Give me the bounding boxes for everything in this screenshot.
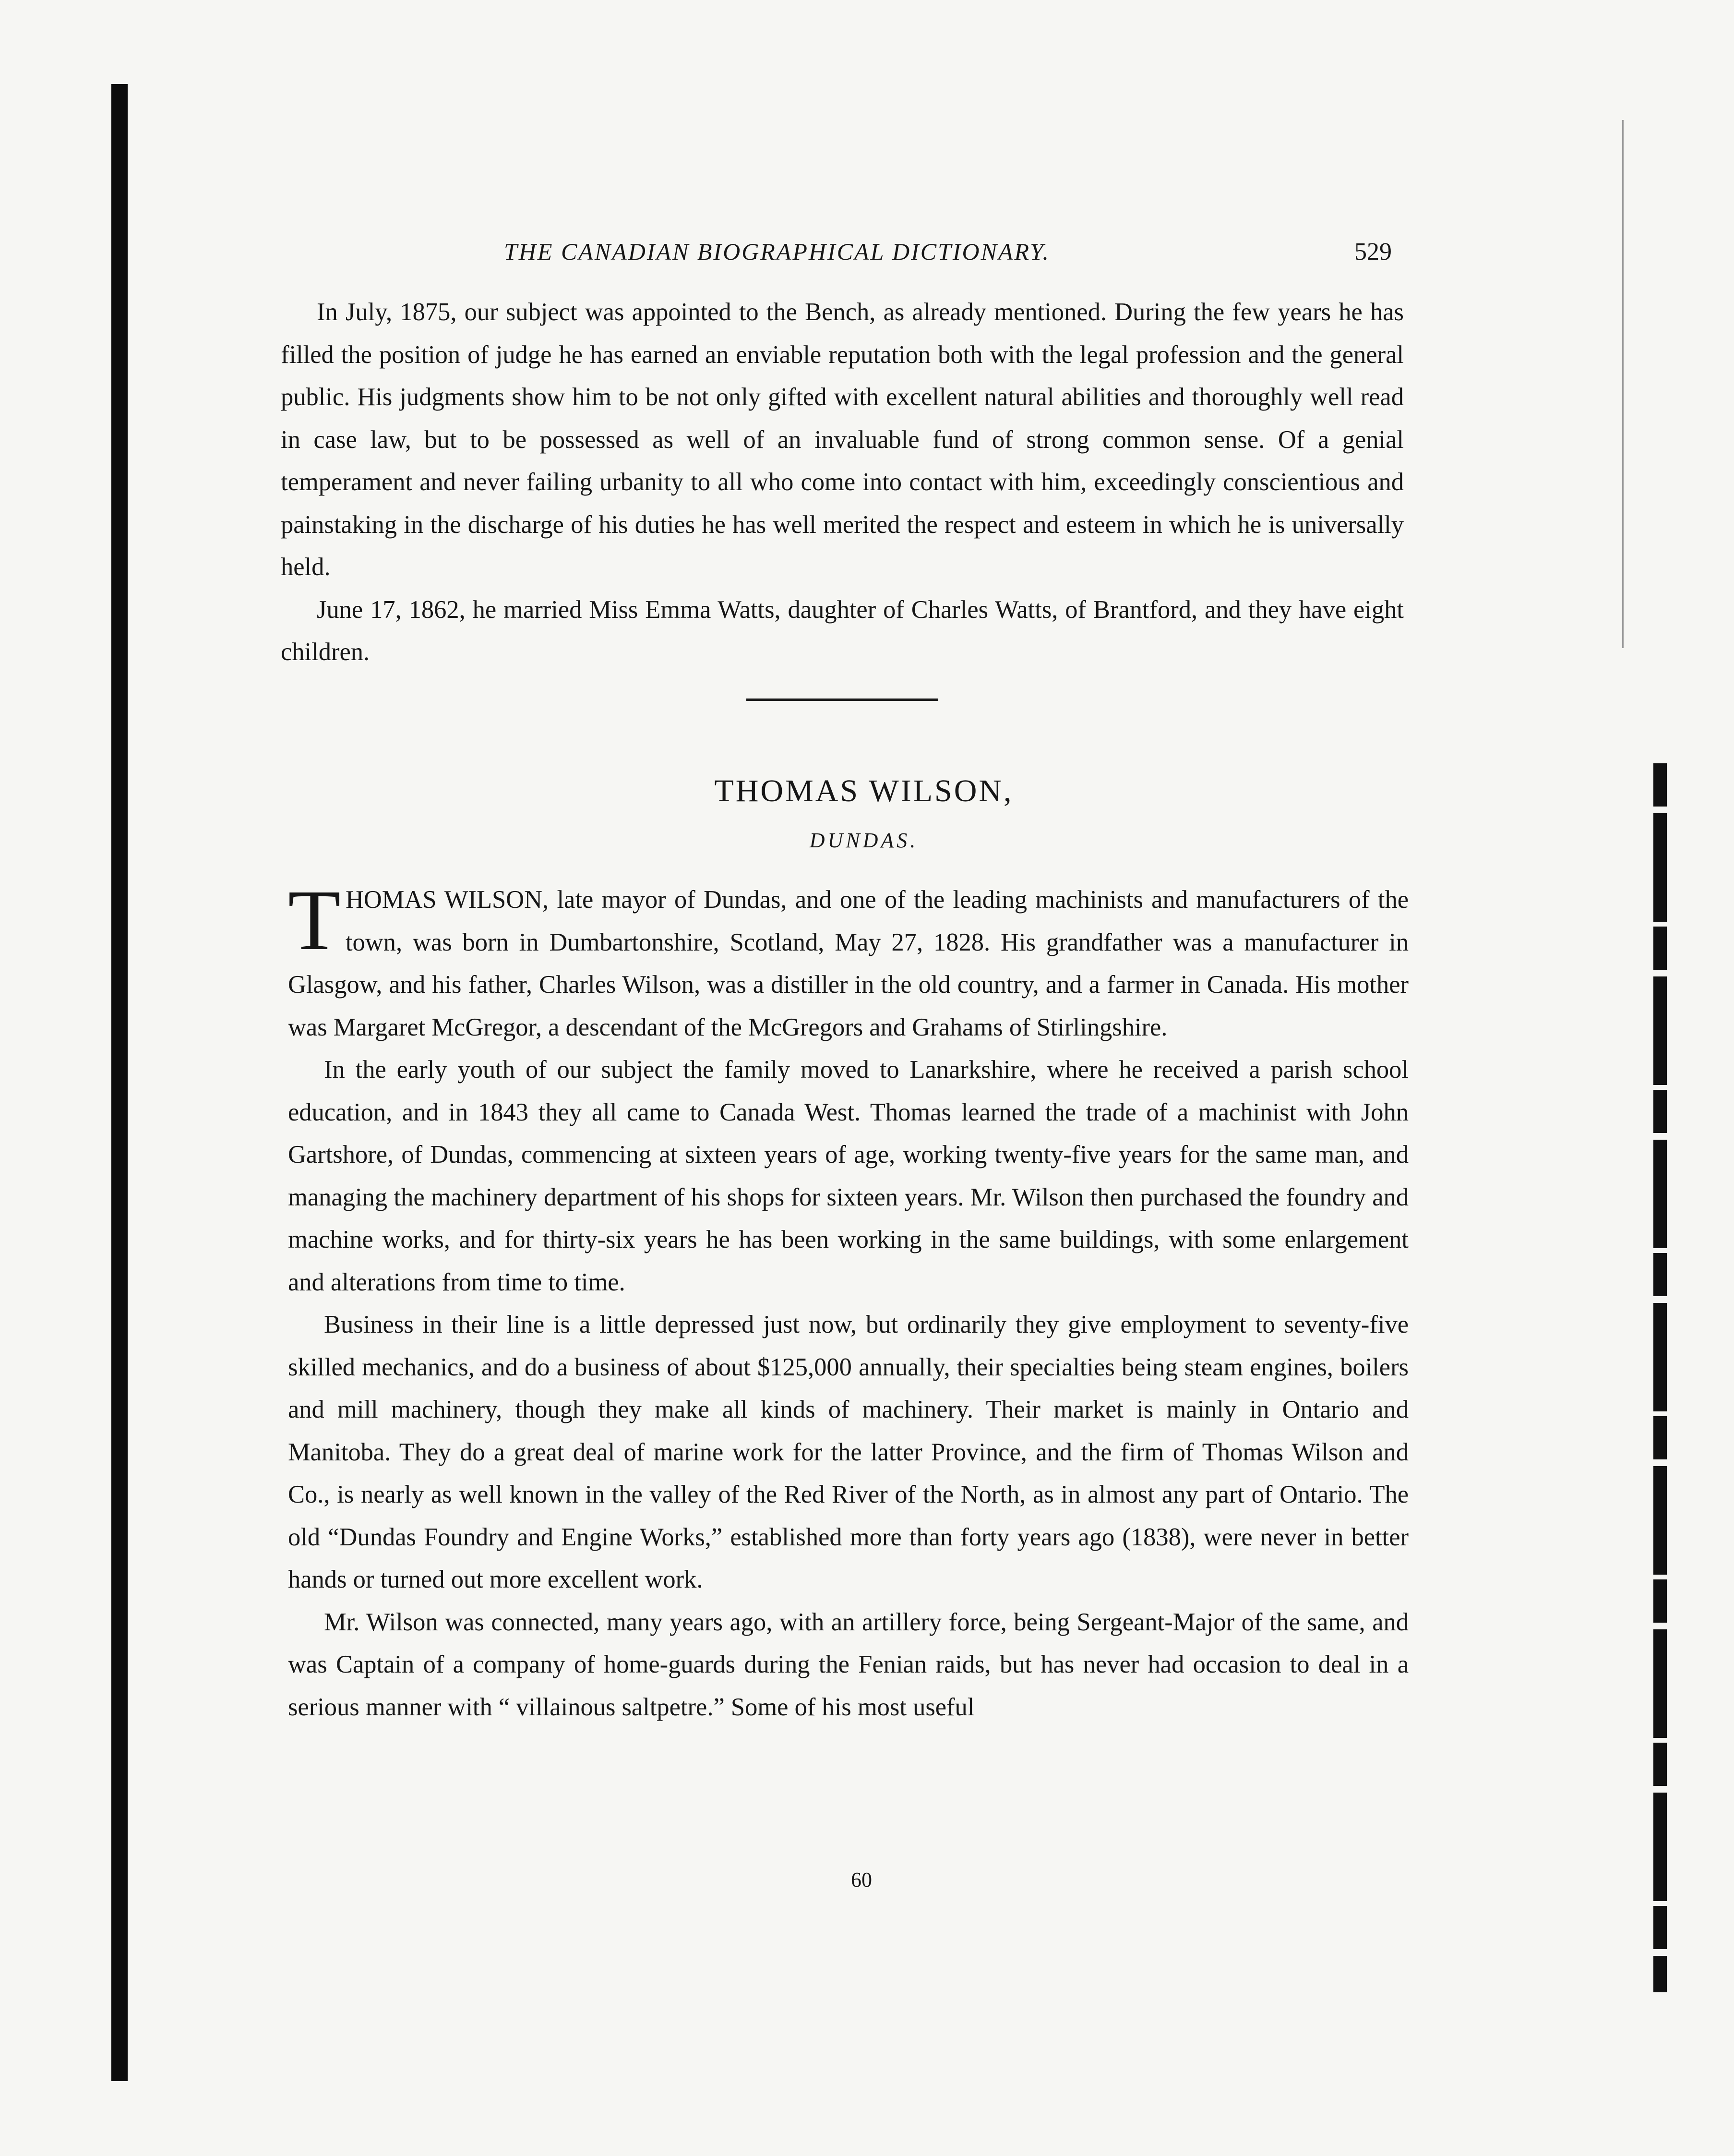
lead-paragraph (288, 872, 1409, 1048)
page-header (504, 238, 1392, 281)
running-title: THE CANADIAN BIOGRAPHICAL DICTIONARY. (504, 238, 1050, 265)
drop-cap: T (288, 872, 341, 968)
page-edge-shadow (1622, 120, 1624, 648)
entry-place: DUNDAS. (809, 829, 919, 852)
section-divider (746, 699, 938, 701)
lead-paragraph-text: HOMAS WILSON, late mayor of Dundas, and one of the leading machinists and manufacturers of the town, was born in Dumbartonshire, Scotland, May 27, 1828. His grandfather was a manufacturer in Glasgow, and his father, Charles Wilson, was a distiller in the old country, and a farmer in Canada. His mother was Margaret McGregor, a descendant of the McGregors and Grahams of Stirlingshire. (288, 886, 1409, 1041)
signature-mark: 60 (851, 1868, 872, 1891)
book-spine-left (111, 84, 128, 2081)
paragraph: In the early youth of our subject the family moved to Lanarkshire, where he received a parish school education, and in 1843 they all came to Canada West. Thomas learned the trade of a machinist with John Gartshore, of Dundas, commencing at sixteen years of age, working twenty-five years for the same man, and managing the machinery department of his shops for sixteen years. Mr. Wilson then purchased the foundry and machine works, and for thirty-six years he has been working in the same buildings, with some enlargement and alterations from time to time. (288, 1056, 1409, 1296)
paragraph: Business in their line is a little depressed just now, but ordinarily they give employment to seventy-five skilled mechanics, and do a business of about $125,000 annually, their specialties being steam engines, boilers and mill machinery, though they make all kinds of machinery. Their market is mainly in Ontario and Manitoba. They do a great deal of marine work for the latter Province, and the firm of Thomas Wilson and Co., is nearly as well known in the valley of the Red River of the North, as in almost any part of Ontario. The old “Dundas Foundry and Engine Works,” established more than forty years ago (1838), were never in better hands or turned out more excellent work. (288, 1311, 1409, 1593)
previous-entry-text (281, 291, 1404, 674)
paragraph: June 17, 1862, he married Miss Emma Watts, daughter of Charles Watts, of Brantford, and they have eight children. (281, 595, 1404, 666)
paragraph: In July, 1875, our subject was appointed to the Bench, as already mentioned. During the few years he has filled the position of judge he has earned an enviable reputation both with the legal profession and the general public. His judgments show him to be not only gifted with excellent natural abilities and thoroughly well read in case law, but to be possessed as well of an invaluable fund of strong common sense. Of a genial temperament and never failing urbanity to all who come into contact with him, exceedingly conscientious and painstaking in the discharge of his duties he has well merited the respect and esteem in which he is universally held. (281, 298, 1404, 581)
paragraph: Mr. Wilson was connected, many years ago, with an artillery force, being Sergeant-Major of the same, and was Captain of a company of home-guards during the Fenian raids, but has never had occasion to deal in a serious manner with “ villainous saltpetre.” Some of his most useful (288, 1608, 1409, 1721)
page-number: 529 (1354, 238, 1392, 265)
book-edge-right (1653, 763, 1667, 1992)
entry-heading: THOMAS WILSON, (714, 773, 1014, 808)
entry-text (288, 872, 1409, 1728)
